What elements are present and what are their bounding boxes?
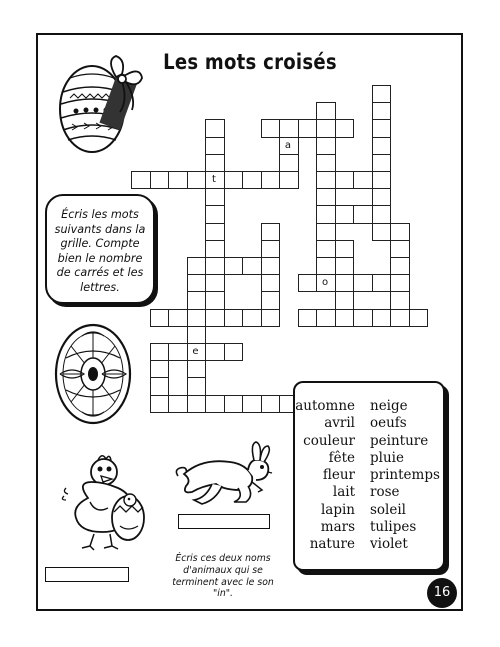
crossword-cell[interactable] xyxy=(316,257,336,275)
word-item: fleur xyxy=(322,467,355,484)
word-item: lait xyxy=(332,484,355,501)
instructions-box: Écris les mots suivants dans la grille. Compte bien le nombre de carrés et les lettres. xyxy=(45,194,155,304)
crossword-cell[interactable] xyxy=(335,171,355,189)
crossword-cell[interactable] xyxy=(261,309,281,327)
chick-with-egg-icon xyxy=(60,452,150,554)
crossword-cell[interactable] xyxy=(279,154,299,172)
running-rabbit-icon xyxy=(172,440,280,508)
word-item: peinture xyxy=(370,432,429,449)
crossword-cell[interactable] xyxy=(242,395,262,413)
crossword-cell[interactable] xyxy=(261,274,281,292)
given-letter: o xyxy=(321,277,329,289)
crossword-cell[interactable] xyxy=(316,223,336,241)
crossword-cell[interactable] xyxy=(205,205,225,223)
crossword-cell[interactable] xyxy=(316,188,336,206)
crossword-cell[interactable] xyxy=(298,309,318,327)
crossword-cell[interactable] xyxy=(353,274,373,292)
given-letter: e xyxy=(192,346,199,357)
word-item: printemps xyxy=(370,467,440,484)
page-title: Les mots croisés xyxy=(163,50,337,74)
crossword-cell[interactable] xyxy=(409,309,429,327)
crossword-cell[interactable] xyxy=(224,309,244,327)
crossword-cell[interactable] xyxy=(261,291,281,309)
crossword-cell[interactable] xyxy=(316,102,336,120)
crossword-cell[interactable] xyxy=(242,257,262,275)
word-item: pluie xyxy=(370,449,404,466)
given-letter: t xyxy=(212,174,216,185)
crossword-cell[interactable] xyxy=(261,240,281,258)
crossword-cell[interactable] xyxy=(335,119,355,137)
crossword-cell[interactable] xyxy=(390,274,410,292)
crossword-cell[interactable] xyxy=(279,119,299,137)
crossword-cell[interactable] xyxy=(187,360,207,378)
word-item: oeufs xyxy=(370,415,407,432)
crossword-cell[interactable] xyxy=(372,205,392,223)
crossword-cell[interactable] xyxy=(316,137,336,155)
word-item: violet xyxy=(370,536,408,553)
crossword-cell[interactable] xyxy=(279,171,299,189)
given-letter: a xyxy=(284,139,292,151)
crossword-cell[interactable] xyxy=(372,85,392,103)
crossword-cell[interactable] xyxy=(150,360,170,378)
crossword-cell[interactable] xyxy=(335,205,355,223)
rabbit-answer-field[interactable] xyxy=(178,514,270,529)
crossword-cell[interactable] xyxy=(131,171,151,189)
word-item: avril xyxy=(324,415,355,432)
crossword-cell[interactable] xyxy=(372,223,392,241)
crossword-cell[interactable] xyxy=(168,395,188,413)
crossword-cell[interactable] xyxy=(372,171,392,189)
crossword-cell[interactable] xyxy=(242,171,262,189)
crossword-cell[interactable] xyxy=(150,171,170,189)
word-item: fête xyxy=(328,449,355,466)
crossword-cell[interactable] xyxy=(150,309,170,327)
crossword-cell[interactable] xyxy=(187,274,207,292)
crossword-cell[interactable] xyxy=(205,137,225,155)
crossword-cell[interactable] xyxy=(353,309,373,327)
crossword-cell[interactable] xyxy=(150,377,170,395)
crossword-cell[interactable] xyxy=(335,309,355,327)
word-list-left xyxy=(295,398,355,554)
crossword-cell[interactable] xyxy=(205,188,225,206)
crossword-cell[interactable] xyxy=(335,291,355,309)
word-item: soleil xyxy=(370,501,406,518)
easter-egg-pattern-icon xyxy=(52,322,134,426)
word-item: lapin xyxy=(320,501,355,518)
crossword-cell[interactable] xyxy=(390,223,410,241)
crossword-cell[interactable] xyxy=(316,205,336,223)
animals-caption: Écris ces deux noms d'animaux qui se terminent avec le son "in". xyxy=(172,553,274,600)
crossword-cell[interactable] xyxy=(168,171,188,189)
word-item: nature xyxy=(309,536,355,553)
crossword-cell[interactable] xyxy=(298,119,318,137)
crossword-cell[interactable] xyxy=(205,343,225,361)
crossword-cell[interactable] xyxy=(335,274,355,292)
word-item: rose xyxy=(370,484,400,501)
word-list-right xyxy=(370,398,450,554)
word-item: neige xyxy=(370,398,408,414)
crossword-cell[interactable] xyxy=(390,309,410,327)
crossword-cell[interactable] xyxy=(187,171,207,189)
crossword-cell[interactable] xyxy=(372,274,392,292)
crossword-cell[interactable] xyxy=(224,343,244,361)
crossword-cell[interactable] xyxy=(335,257,355,275)
crossword-cell[interactable] xyxy=(372,102,392,120)
crossword-cell[interactable] xyxy=(187,257,207,275)
crossword-cell[interactable] xyxy=(335,240,355,258)
crossword-cell[interactable] xyxy=(298,274,318,292)
crossword-cell[interactable] xyxy=(372,137,392,155)
word-item: automne xyxy=(295,398,355,414)
crossword-cell[interactable] xyxy=(261,257,281,275)
word-item: mars xyxy=(320,519,355,536)
crossword-cell[interactable] xyxy=(353,205,373,223)
crossword-cell[interactable] xyxy=(316,171,336,189)
crossword-cell[interactable] xyxy=(390,291,410,309)
crossword-cell[interactable] xyxy=(205,154,225,172)
crossword-cell[interactable] xyxy=(205,223,225,241)
crossword-cell[interactable] xyxy=(150,395,170,413)
crossword-cell[interactable] xyxy=(372,188,392,206)
crossword-cell[interactable] xyxy=(261,395,281,413)
crossword-cell[interactable] xyxy=(168,309,188,327)
word-item: tulipes xyxy=(370,519,417,536)
crossword-cell[interactable] xyxy=(205,291,225,309)
page-number: 16 xyxy=(427,578,457,608)
crossword-cell[interactable] xyxy=(372,119,392,137)
crossword-cell[interactable] xyxy=(316,309,336,327)
crossword-cell[interactable] xyxy=(390,257,410,275)
easter-egg-bow-icon xyxy=(50,52,145,157)
crossword-cell[interactable] xyxy=(372,154,392,172)
crossword-cell[interactable] xyxy=(205,274,225,292)
crossword-cell[interactable] xyxy=(316,240,336,258)
crossword-cell[interactable] xyxy=(242,309,262,327)
crossword-cell[interactable] xyxy=(316,154,336,172)
crossword-cell[interactable] xyxy=(224,171,244,189)
word-item: couleur xyxy=(303,432,355,449)
crossword-cell[interactable] xyxy=(316,119,336,137)
crossword-cell[interactable] xyxy=(353,171,373,189)
crossword-cell[interactable] xyxy=(187,377,207,395)
crossword-cell[interactable] xyxy=(187,395,207,413)
crossword-cell[interactable] xyxy=(205,309,225,327)
crossword-cell[interactable] xyxy=(390,240,410,258)
crossword-cell[interactable] xyxy=(224,257,244,275)
crossword-cell[interactable] xyxy=(261,119,281,137)
crossword-cell[interactable] xyxy=(187,309,207,327)
crossword-cell[interactable] xyxy=(187,326,207,344)
crossword-cell[interactable] xyxy=(187,291,207,309)
crossword-cell[interactable] xyxy=(150,343,170,361)
chick-answer-field[interactable] xyxy=(45,567,129,582)
crossword-cell[interactable] xyxy=(205,240,225,258)
word-list-box xyxy=(293,381,445,571)
crossword-cell[interactable] xyxy=(372,309,392,327)
crossword-cell[interactable] xyxy=(205,119,225,137)
crossword-cell[interactable] xyxy=(224,395,244,413)
crossword-cell[interactable] xyxy=(205,257,225,275)
crossword-cell[interactable] xyxy=(168,343,188,361)
crossword-cell[interactable] xyxy=(261,223,281,241)
crossword-cell[interactable] xyxy=(205,395,225,413)
crossword-cell[interactable] xyxy=(261,171,281,189)
